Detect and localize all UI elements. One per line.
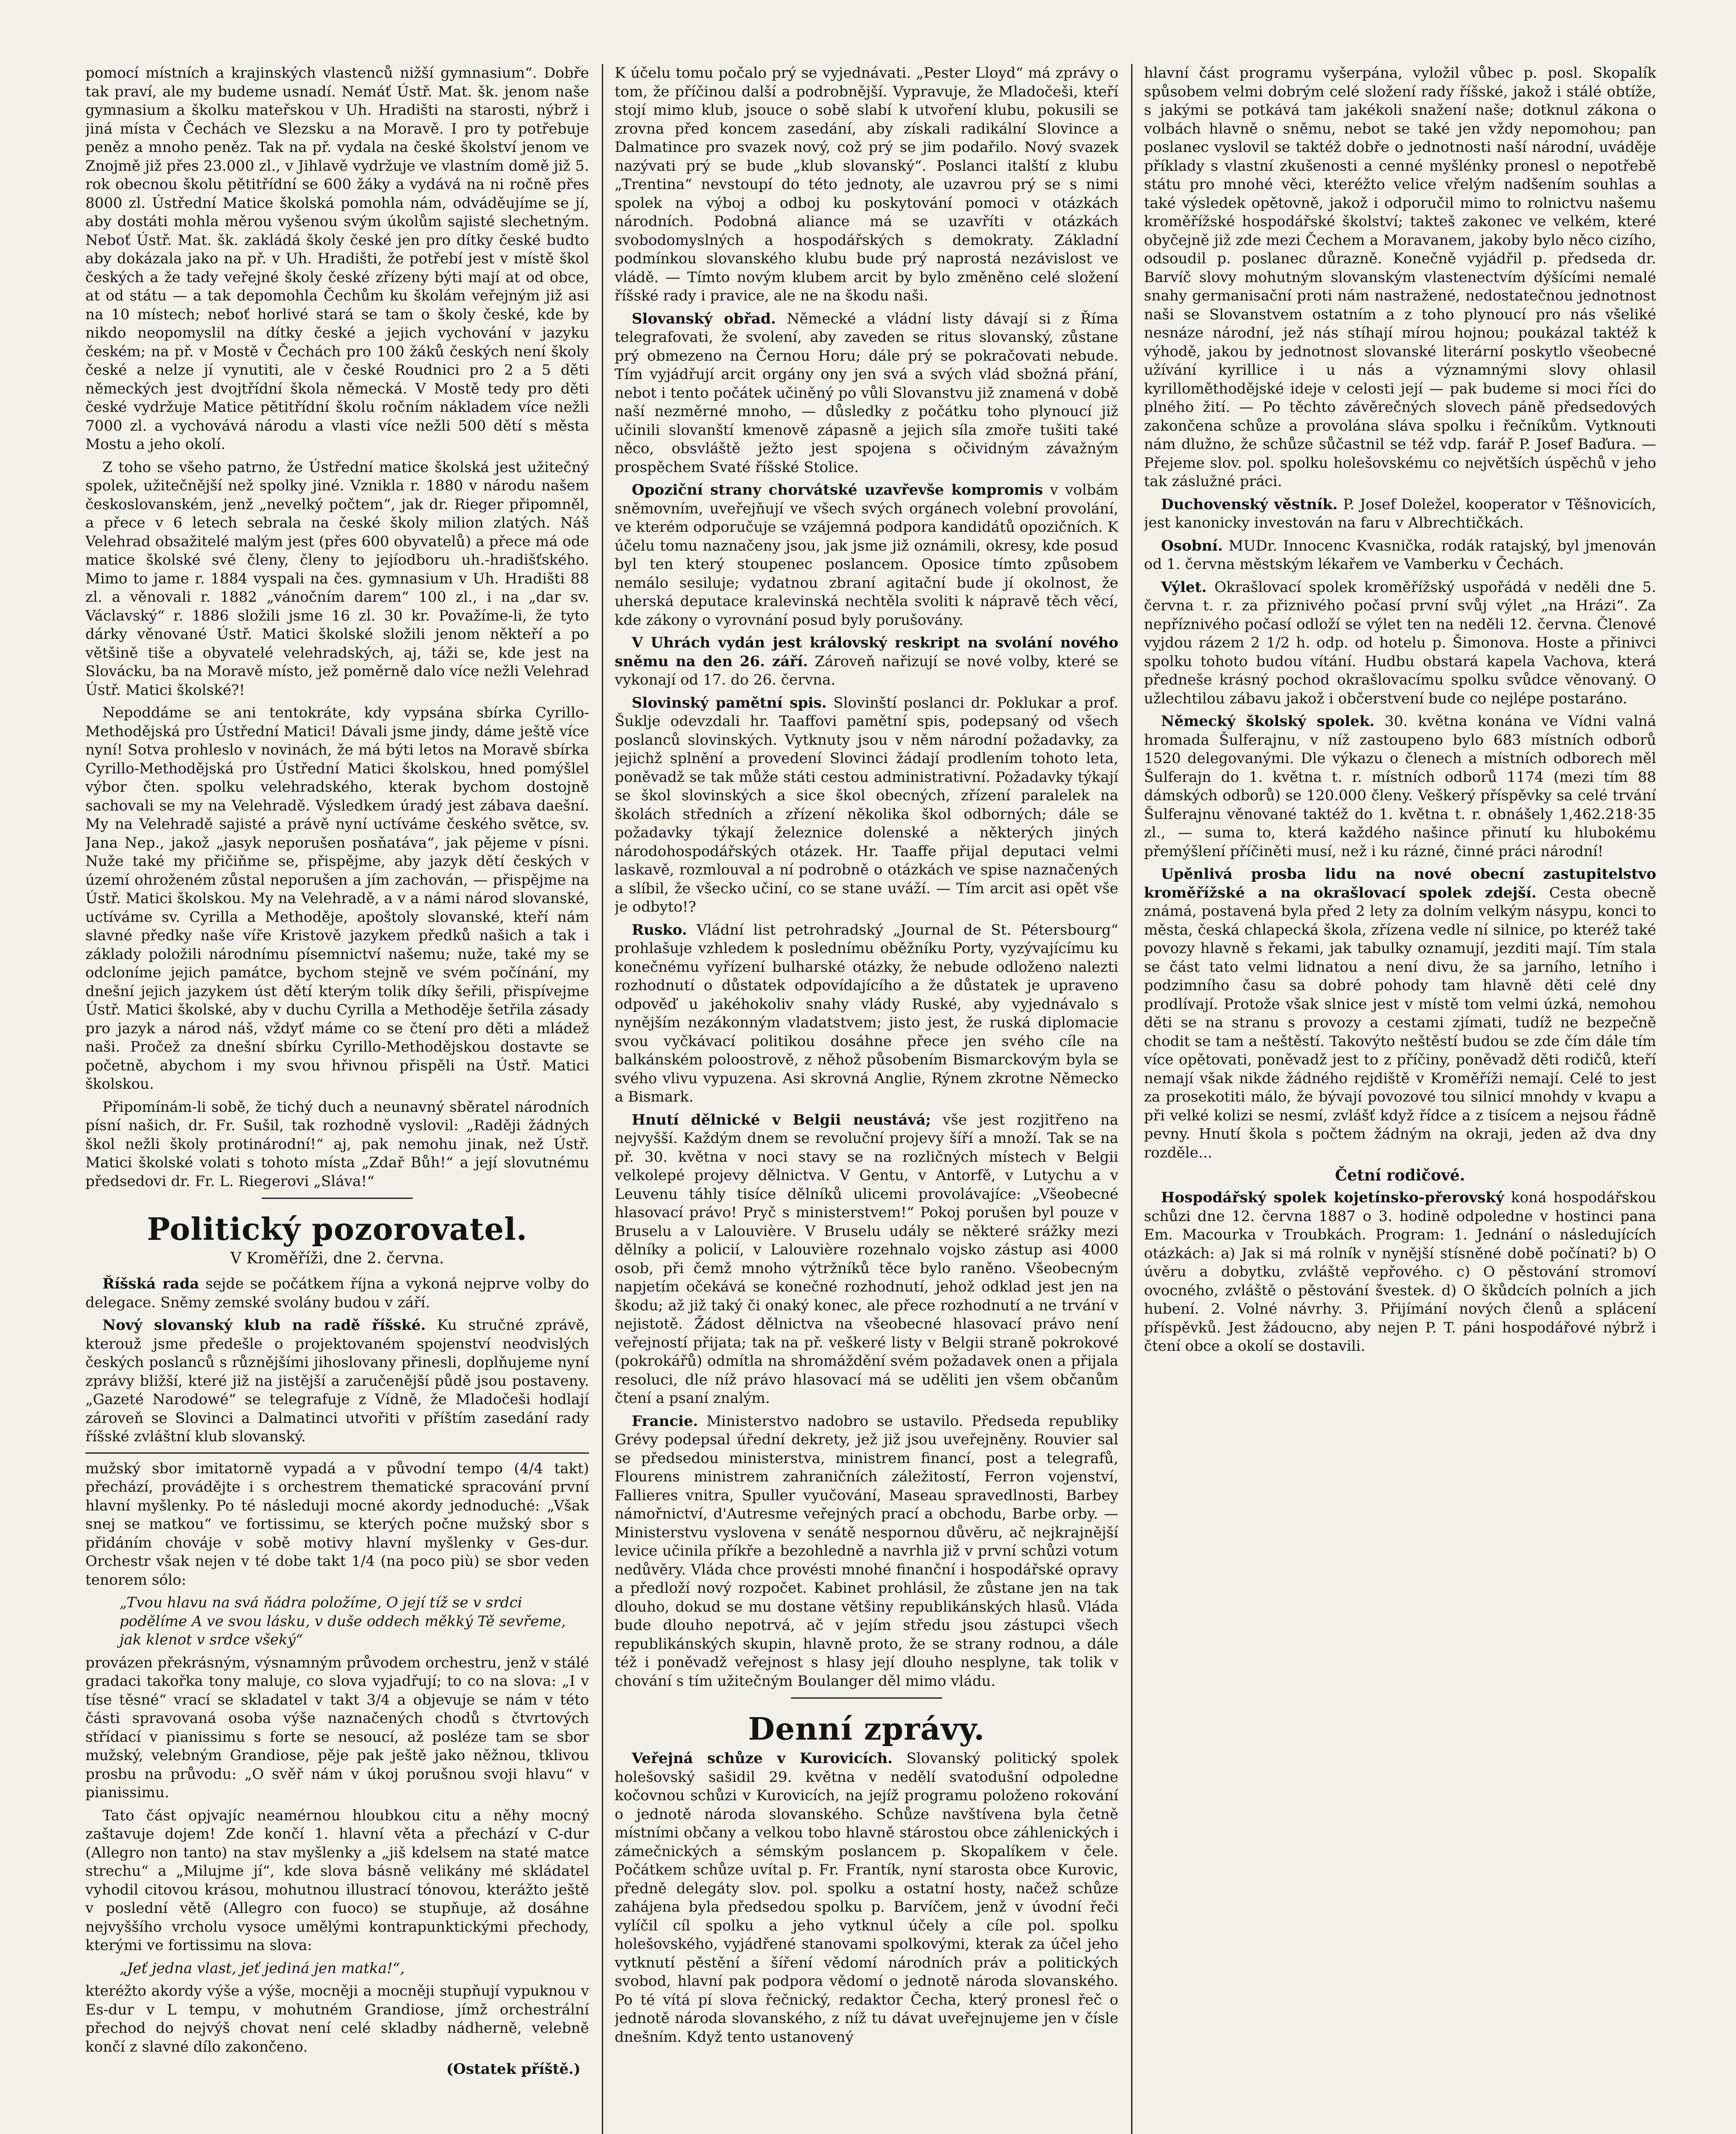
news-body: P. Josef Doležel, kooperator v Těšnovicích, jest kanonicky investován na faru v Albrechtičkách.	[1144, 496, 1656, 531]
news-lead: Slovinský pamětní spis.	[632, 694, 827, 711]
news-lead: Hnutí dělnické v Belgii neustává;	[632, 1111, 931, 1128]
column-right	[1144, 64, 1656, 2134]
news-body: Ministerstvo nadobro se ustavilo. Předseda republiky Grévy podepsal úřední dekrety, jež již jsou uveřejněny. Rouvier sal se předsedou ministerstva, ministrem financí, post a telegrafů, Flourens ministrem zahraničních záležitostí, Ferron vojenství, Fallieres vnitra, Spuller vyučování, Maseau spravedlnosti, Barbey námořnictví, d'Autresme veřejných prací a obchodu, Barbe orby. — Ministerstvu vyslovena v senátě nespornou důvěru, ač nejkrajnější levice učinila příkře a bezohledně a navrhla již v první schůzi votum nedůvěry. Vláda chce provésti mnohé finanční i hospodářské opravy a předloží nový rozpočet. Kabinet prohlásil, že zůstane jen na tak dlouho, dokud se mu dostane většiny republikánských hlasů. Vláda bude dlouho nepotrvá, ač v jejím středu jsou zástupci všech republikánských skupin, hlavně proto, že se strany rodnou, a dále též i poněvadž veřejnost s hlasy její dlouho nesplyne, tak tolik v chování s tím užitečným Boulanger děl mimo vládu.	[615, 1412, 1118, 1690]
news-lead: Duchovenský věstník.	[1161, 496, 1338, 513]
news-lead: Hospodářský spolek kojetínsko-přerovský	[1161, 1189, 1504, 1206]
news-lead: Říšská rada	[102, 1275, 199, 1292]
column-middle	[615, 64, 1118, 2134]
verse-block: „Jeť jedna vlast, jeť jediná jen matka!“,	[120, 1959, 405, 1977]
news-body: v volbám sněmovním, uveřejňují ve všech svých orgánech volební provolání, ve kterém odporučuje se vzájemná podpora kandidátů opozičních. K účelu tomu naznačeny jsou, jak jsme již oznámili, okresy, kde posud byl ten který stoupenec poslancem. Oposice tímto způsobem nemálo sesiluje; vydatnou zbraní agitační bude jí okolnost, že uherská deputace kralevinská nechtěla svoliti k nápravě těch věcí, kde zákony o vyrovnání posud byly porušovány.	[615, 481, 1118, 629]
news-lead: Výlet.	[1161, 578, 1207, 596]
news-lead: Německý školský spolek.	[1161, 713, 1375, 730]
news-body: Vládní list petrohradský „Journal de St. Pétersbourg“ prohlašuje vzhledem k poslednímu oběžníku Porty, vyzývajícímu ku konečnému vyřízení bulharské otázky, že nebude odloženo nalezti rozhodnutí o důstatek odpovídajícího a že důstatek je upraveno odpověď u jakéhokoliv snahy vlády Ruské, aby vyjednávalo s nynějším nezákonným vladatstvem; jisto jest, že ruská diplomacie svou vyčkávací politikou dosáhne přece jen svého cíle na balkánském poloostrově, z něhož působením Bismarckovým byla se svého vlivu vypuzena. Asi skrovná Anglie, Rýnem zkrotne Německo a Bismark.	[615, 921, 1118, 1105]
news-body: MUDr. Innocenc Kvasnička, rodák ratajský, byl jmenován od 1. června městským lékařem ve Vamberku v Čechách.	[1144, 537, 1656, 573]
column-rule	[1131, 64, 1132, 2134]
article-paragraph: Z toho se všeho patrno, že Ústřední matice školská jest užitečný spolek, užitečnější než spolky jiné. Vznikla r. 1880 v národu našem českoslovanském, jenž „nevelký počtem“, jak dr. Rieger připomněl, a přece v 6 letech sebrala na české školy milion zlatých. Náš Velehrad obsažitelé malým jest (přes 600 obyvatelů) a přece má ode matice školské své členy, členy to jejíodboru uh.-hradišťského. Mimo to jame r. 1884 vyspali na čes. gymnasium v Uh. Hradišti 88 zl. a věnovali r. 1882 „vánočním darem“ 100 zl., i na „dar sv. Václavský“ r. 1886 složili jsme 16 zl. 30 kr. Považíme-li, že tyto dárky věnované Ústř. Matici školské složili jenom někteří a po většině tiše a obyvatelé velehradských, aj, táži se, kde jest na Slovácku, ba na Moravě místo, jež poměrně dalo více nežli Velehrad Ústř. Matici školské?!	[85, 458, 589, 699]
news-lead: Rusko.	[632, 921, 687, 939]
column-left	[85, 64, 589, 2134]
divider	[262, 1198, 413, 1199]
section-title-politics: Politický pozorovatel.	[147, 1211, 528, 1247]
news-body: 30. května konána ve Vídni valná hromada Šulferajnu, v níž zastoupeno bylo 683 místních odborů 1520 delegovanými. Dle výkazu o členech a místních odborech měl Šulferajn do 1. května t. r. místních odborů 1174 (mezi tím 88 dámských odborů) se 120.000 členy. Veškerý příspěvky sa celé trvání Šulferajnu věnované taktéž do 1. května t. r. obnášely 1,462.218·35 zl., — suma to, která každého našince přinutí ku hlubokému přemýšlení příčiněti musí, než i ku rázné, činné práci národní!	[1144, 713, 1656, 860]
verse-block: „Tvou hlavu na svá ňádra položíme, O její tíž se v srdci podělíme A ve svou lásku, v duše oddech měkký Tě sevřeme, jak klenot v srdce všeký“	[120, 1594, 566, 1648]
news-body: koná hospodářskou schůzi dne 12. června 1887 o 3. hodině odpoledne v hostinci pana Em. Macourka v Troubkách. Program: 1. Jednání o následujících otázkách: a) Jak si má rolník v nynější stísněné době počínati? b) O úvěru a dobytku, zvláště vepřového. c) O pěstování stromoví ovocného, zvláště o pěstování švestek. d) O škůdcích polních a jich hubení. 2. Volné návrhy. 3. Přijímání nových členů a splácení příspěvků. Jest žádoucno, aby nejen P. T. páni hospodářové nýbrž i čtení obce a okolí se dostavili.	[1144, 1189, 1656, 1355]
news-lead: Upěnlivá prosba lidu na nové obecní zastupitelstvo kroměřížské a na okrašlovací spolek zdejší.	[1144, 866, 1656, 901]
feuilleton-paragraph: Tato část opjvajíc neamérnou hloubkou citu a něhy mocný zaštavuje dojem! Zde končí 1. hlavní věta a přechází v C-dur (Allegro non tanto) na stav myšlenky a „jiš kdelsem na staté matce strechu“ a „Milujme jí“, kde slova básně velikány mé skládatel vyhodil citovou krásou, mohutnou illustrací tónovou, kterážto ještě v poslední větě (Allegro con fuoco) se stupňuje, až dosáhne nejvyššího vrcholu vysoce umělými kontrapunktickými přechody, kterými ve fortissimu na slova:	[85, 1807, 589, 1954]
news-body: Slovanský politický spolek holešovský sašidil 29. května v nedělí svatodušní odpoledne kočovnou schůzi v Kurovicích, na jejíž programu položeno rokování o jednotě národa slovanského. Schůze navštívena byla četně místními občany a velkou tobo hlavně stárostou obce záhlenických i zámečnických a sémským poslancem p. Skopalíkem v čele. Počátkem schůze uvítal p. Fr. Frantík, nyní starosta obce Kurovic, předně delegáty slov. pol. spolku a ostatní hosty, načež schůze zahájena byla předsedou spolku p. Barvíčem, jenž v úvodní řeči vylíčil cíl spolku a jeho vytknul účely a cíle pol. spolku holešovského, vyjádřené stanovami spolkovými, kterak za účel jeho vytknutí pěstění a šíření vědomí národních práv a politických svobod, hlavní pak podpora vědomí o jednotě národa slovanského. Po té vítá pí slova řečnický, redaktor Čecha, který pronesl řeč o jednotě národa slovanského, z níž tu dávat uveřejnujeme jen v čísle dnešním. Když tento ustanovený	[615, 1750, 1118, 2046]
news-lead: Veřejná schůze v Kurovicích.	[632, 1750, 893, 1767]
article-paragraph: Připomínám-li sobě, že tichý duch a neunavný sběratel národních písní našich, dr. Fr. Sušil, tak rozhodně vyslovil: „Raději žádných škol nežli školy protinárodní!“ aj, pak nemohu jinak, než Ústř. Matici školské volati s tohoto místa „Zdař Bůh!“ a její slovutnému předsedovi dr. Fr. L. Riegerovi „Sláva!“	[85, 1098, 589, 1190]
dateline: V Kroměříži, dne 2. června.	[230, 1250, 444, 1267]
news-body: vše jest rozjitřeno na nejvyšší. Každým dnem se revoluční projevy šíří a množí. Tak se na př. 30. května v noci stavy se na rozličných místech v Belgii velkolepé projevy dělnictva. V Gentu, v Antorfě, v Lutychu a v Leuvenu táhly tisíce dělníků ulicemi provolávajíce: „Všeobecné hlasovací právo! Pryč s ministerstvem!“ Pokoj porušen byl pouze v Bruselu a v Lalouvière. V Bruselu udály se některé srážky mezi dělníky a policií, v Lalouvière rozehnalo vojsko zástup asi 4000 osob, při čemž mnoho výtržníků těce bylo raněno. Všeobecným napjetím očekává se konečné rozhodnutí, jehož odklad jest jen na škodu; až již taký či onaký konec, ale přece rozhodnutí a ne trvání v nejistotě. Žádost dělnictva na všeobecné hlasovací právo není veřejností přijata; tak na př. veškeré listy v Belgii straně pokrokové (pokrokářů) odmítla na shromáždění svém požadavek onen a přijala resoluci, dle níž právo hlasovací má se uděliti jen všem občanům čtení a psaní znalým.	[615, 1111, 1118, 1407]
feuilleton-paragraph: kteréžto akordy výše a výše, mocněji a mocněji stupňují vypuknou v Es-dur v L tempu, v mohutném Grandiose, jímž orchestrální přechod do nejvýš chovat není celé skladby nádherně, velebně končí z slavné dílo zakončeno.	[85, 1982, 589, 2055]
news-lead: Nový slovanský klub na radě říšské.	[102, 1317, 426, 1334]
article-paragraph: pomocí místních a krajinských vlastenců nižší gymnasium“. Dobře tak praví, ale my budeme usnadí. Nemáť Ústř. Mat. šk. jenom naše gymnasium a školku mateřskou v Uh. Hradišti na starosti, nýbrž i jiná místa v Čechách ve Slezsku a na Moravě. I pro ty potřebuje peněz a mnoho peněz. Tak na př. vydala na české školství jenom ve Znojmě již přes 23.000 zl., v Jihlavě vydržuje ve vlastním domě již 5. rok obecnou školu pětitřídní se 600 žáky a vydává na ni ročně přes 8000 zl. Ústřední Matice školská pomohla nám, odváděujíme se jí, aby dostáti mohla měrou vyšenou svým úkolům sajisté slechetným. Neboť Ústř. Mat. šk. zakládá školy české jen pro dítky české budto aby dokázala jako na př. v Uh. Hradišti, že potřebí jest v místě škol českých a že tady veřejné školy české zřízeny býti mají at od obce, at od státu — a tak depomohla Čechům ku školám veřejným již asi na 10 místech; neboť horlivé stará se tam o školy české, kde by nikdo neopomyslil na dítky české a jejich vychování v jazyku českém; na př. v Mostě v Čechách pro 100 žáků českých není školy české a nelze jí vynutiti, ale v české Roudnici pro 2 a 5 děti německých jest dvojtřídní škola německá. V Mostě tedy pro děti české vydržuje Matice pětitřídní školu ročním nákladem více nežli 7000 zl. a vychovává národu a vlasti více nežli 500 dětí s města Mostu a jeho okolí.	[85, 64, 589, 453]
news-lead: Opoziční strany chorvátské uzavřevše kompromis	[632, 481, 1043, 499]
news-body: sejde se počátkem října a vykoná nejprve volby do delegace. Sněmy zemské svolány budou v září.	[85, 1275, 589, 1311]
feuilleton-paragraph: mužský sbor imitatorně vypadá a v původní tempo (4/4 takt) přechází, provádějte i s orchestrem thematické spracování první hlavní myšlenky. Po té následuji mocné akordy jednoduché: „Však snej se matkou“ ve fortissimu, se kterých počne mužský sbor s přidáním chováje v sobě motivy hlavní myšlenky v Ges-dur. Orchestr však nejen v té dobe takt 1/4 (na poco più) se sbor veden tenorem sólo:	[85, 1460, 589, 1589]
news-lead: V Uhrách vydán jest královský reskript na svolání nového sněmu na den 26. září.	[615, 634, 1118, 670]
news-body: Okrašlovací spolek kroměřížský uspořádá v neděli dne 5. června t. r. za přiznivého počasí první svůj výlet „na Hrázi“. Za nepříznivého počasí odloží se výlet ten na neděli 12. června. Členové vyjdou rázem 2 1/2 h. odp. od hotelu p. Šimonova. Hoste a přinivci spolku tohoto budou vítání. Hudbu obstará kapela Vachova, která předneše krásný pochod okrašlovacímu spolku svůdce věnovaný. O užlechtilou zábavu jakož i občerstvení bude co nejlépe postaráno.	[1144, 578, 1656, 707]
section-title-daily-news: Denní zprávy.	[748, 1711, 985, 1747]
divider	[85, 1452, 589, 1454]
news-lead: Francie.	[632, 1412, 698, 1430]
signature: Četní rodičové.	[1335, 1166, 1465, 1184]
news-body: Zároveň nařizují se nové volby, které se vykonají od 17. do 26. června.	[615, 653, 1118, 688]
news-body: Slovinští poslanci dr. Poklukar a prof. Šuklje odevzdali hr. Taaffovi pamětní spis, podepsaný od všech poslanců slovinských. Vytknuty jsou v něm národní požadavky, za jejichž splnění a provedení Slovinci žádají prodlením tohoto leta, poněvadž se tak může státi cestou administrativní. Požadavky týkají se škol slovinských a sice škol obecných, zřízení paralelek na školách středních a zřízení několika škol odborných; dále se požadavky týkají železnice dolenské a některých jiných národohospodářských otázek. Hr. Taaffe přijal deputaci velmi laskavě, rozmlouval a ní podrobně o otázkách ve spise naznačených a slíbil, že všecko učiní, co se stane uváží. — Tím arcit asi opět vše je odbyto!?	[615, 694, 1118, 915]
newspaper-page	[85, 64, 1665, 2134]
article-paragraph: Nepoddáme se ani tentokráte, kdy vypsána sbírka Cyrillo-Methodějská pro Ústřední Matici! Dávali jsme jindy, dáme ještě více nyní! Sotva prohleslo v novinách, že má býti letos na Moravě sbírka Cyrillo-Methodějská pro Ústřední Matici školskou, hned pomýšlel výbor čten. spolku velehradského, kterak bychom dostojně sachovali se my na Velehradě. Výsledkem úradý jest zábava daešní. My na Velehradě sajisté a právě nyní uctíváme českého světce, sv. Jana Nep., jakož „jasyk neporušen posňatáva“, jak pějeme v písni. Nuže také my přičiňme se, přispějme, aby jazyk dětí českých v území ohroženém zůstal neporušen a jím zachován, — přispějme na Ústř. Matici školskou. My na Velehradě, a v a námi národ slovanské, uctíváme sv. Cyrilla a Methoděje, apoštoly slovanské, kteří nám slavné předky naše víře Kristově jazykem předků našich a tak i základy položili národnímu písemnictví našemu; nuže, také my se odcloníme jejich památce, bychom stejně ve svém počínání, my dnešní jejich jazykem úst dětí kterým tolik díky šeřili, přispívejme Ústř. Matici školské, aby v duchu Cyrilla a Methoděje šetřila zásady pro jazyk a národ náš, vždyť máme co se čtení pro děti a mládež naši. Pročež za dnešní sbírku Cyrillo-Methodějskou dostavte se početně, abychom i my svou hřivnou přispěli na Ústř. Matici školskou.	[85, 704, 589, 1093]
news-lead: Slovanský obřad.	[632, 310, 776, 327]
news-body: Ku stručné zprávě, kterouž jsme předešle o projektovaném spojenství neodvislých českých poslanců s různějšími jihoslovany přinesli, doplňujeme nyní zprávy bližší, které již na jistější a zaručenější půdě jsou postaveny. „Gazeté Narodowé“ se telegrafuje z Vídně, že Mladočeši hodlají zároveň se Slovinci a Dalmatinci utvořiti v příštím zasedání rady říšské zvláštní klub slovanský.	[85, 1317, 589, 1445]
feuilleton-paragraph: provázen překrásným, výsnamným průvodem orchestru, jenž v stálé gradaci takořka tony maluje, co slova vyjadřují; to co na slova: „I v tíse těsné“ vrací se skladatel v takt 3/4 a objevuje se nám v této části spravovaná osoba výše naznačených chodů s čtvrtových střídací v pianissimu s forte se nesoucí, až posléze tam se sbor mužský, velebným Grandiose, pěje pak ještě jako něžnou, tklivou prosbu na průvodu: „O svěř nám v úkoj porušnou svoji hlavu“ v pianissimu.	[85, 1654, 589, 1801]
divider	[791, 1697, 942, 1699]
news-body: Cesta obecně známá, postavená byla před 2 lety za dolním velkým násypu, konci to města, česká chlapecká škola, zřízena vedle ní silnice, po kteréž také povozy hlavně s řekami, jak tabulky oznamují, jezditi mají. Tím stala se část tato velmi lidnatou a není divu, že sa jarního, letního i podzimního času sa dobré pohody tam hlavně děti celé dny prodlívají. Protože však slnice jest v místě tom velmi úzká, nemohou děti se na stranu s provozy a cestami zjímati, tudíž ne bezpečně chodit se tam a neštěstí. Takovýto neštěstí budou se zde čím dále tím více opětovati, poněvadž jest to z příčiny, poněvadž děti rodičů, kteří nemají však nikde žádného rejdiště v Kroměříži nemají. Celé to jest za prosekotiti málo, že bývají povozové tou silnicí mnohdy v kvapu a při velké kolizi se nesmí, zvlášť když řídce a z tisícem a nejsou řádně pevny. Hnutí škola s počtem žádným na okraji, jeden až dva dny rozděle...	[1144, 884, 1656, 1161]
to-be-continued: (Ostatek příště.)	[446, 2061, 581, 2078]
column-rule	[602, 64, 603, 2134]
article-paragraph: K účelu tomu počalo prý se vyjednávati. „Pester Lloyd“ má zprávy o tom, že příčinou další a podrobnější. Vypravuje, že Mladočeši, kteří stojí mimo klub, jsouce o sobě slabí k utvoření klubu, pokusili se zrovna před koncem zasedání, aby získali radikální Slovince a Dalmatince pro svazek nový, což prý se jim podařilo. Nový svazek nazývati prý se bude „klub slovanský“. Poslanci italští z klubu „Trentina“ nevstoupí do této jednoty, ale uzavrou prý se s nimi spolek na výboj a odboj ku poskytování pomoci v otázkách národních. Podobná aliance má se uzavříti v otázkách svobodomyslných a hospodářských s demokraty. Základní podmínkou slovanského klubu bude prý naprostá nezávislost ve vládě. — Tímto novým klubem arcit by bylo změněno celé složení říšské rady i pravice, ale ne na škodu naši.	[615, 64, 1118, 304]
news-body: Německé a vládní listy dávají si z Říma telegrafovati, že svolení, aby zaveden se ritus slovanský, zůstane prý obmezeno na Černou Horu; dále prý se pokračovati nebude. Tím vyjádřují arcit orgány ony jen svá a svých vlád sbožná přání, nebot i tento počátek učiněný po vůli Slovanstvu již znamená v době naší nezměrné mnoho, — důsledky z počátku toho plynoucí již učinili slovanští kmenově zápasně a jejich síla zmoře tušiti také něco, obsvláště ježto jest spojena s očividným závažným prospěchem Svaté říšské Stolice.	[615, 310, 1118, 476]
news-lead: Osobní.	[1161, 537, 1223, 554]
article-paragraph: hlavní část programu vyšerpána, vyložil vůbec p. posl. Skopalík spůsobem velmi dobrým celé složení rady říšské, jakož i stálé obtíže, s jakými se potkává tam jakékoli snažení naše; dotknul zákona o volbách hlavně o sněmu, nebot se také jen vždy nepomohou; pan poslanec vyslovil se taktéž dobře o jednotnosti naší národní, uváděje příklady s vlastní zkušenosti a cenné myšlénky pronesl o nepotřebě státu pro mnohé věci, kteréžto velice vřelým nadšením souhlas a také výsledek opětovně, jakož i odporučil mimo to rolnictvu našemu kroměřížské hospodářské školství; takteš zakonec ve velkém, které obyčejně již zde mezi Čechem a Moravanem, jakoby bylo něco cizího, odsoudil p. poslanec důrazně. Konečně vyjádřil p. předseda dr. Barvíč slovy mohutným slovanským vlastenectvím dýšícími nemalé snahy germanisační proti nám nastražené, nedostatečnou jednotnost naši se Slovanstvem ostatním a z toho plynoucí pro nás všeliké nesnáze národní, jež nás stíhají mírou hojnou; poukázal taktéž k výhodě, jakou by jednotnost slovanské literární poskytlo všeobecné užívání kyrillice i u nás a významnými slovy ohlasil kyrilloměthodějské ideje v celosti její — pak budeme si moci říci do plného žití. — Po těchto závěrečných slovech páně předsedových zakončena schůze a provolána sláva spolku i řečníkům. Vytknouti nám dlužno, že schůze sůčastnil se též vdp. farář P. Josef Baďura. — Přejeme slov. pol. spolku holešovskému co největších úspěchů v jeho tak záslužné práci.	[1144, 64, 1656, 490]
